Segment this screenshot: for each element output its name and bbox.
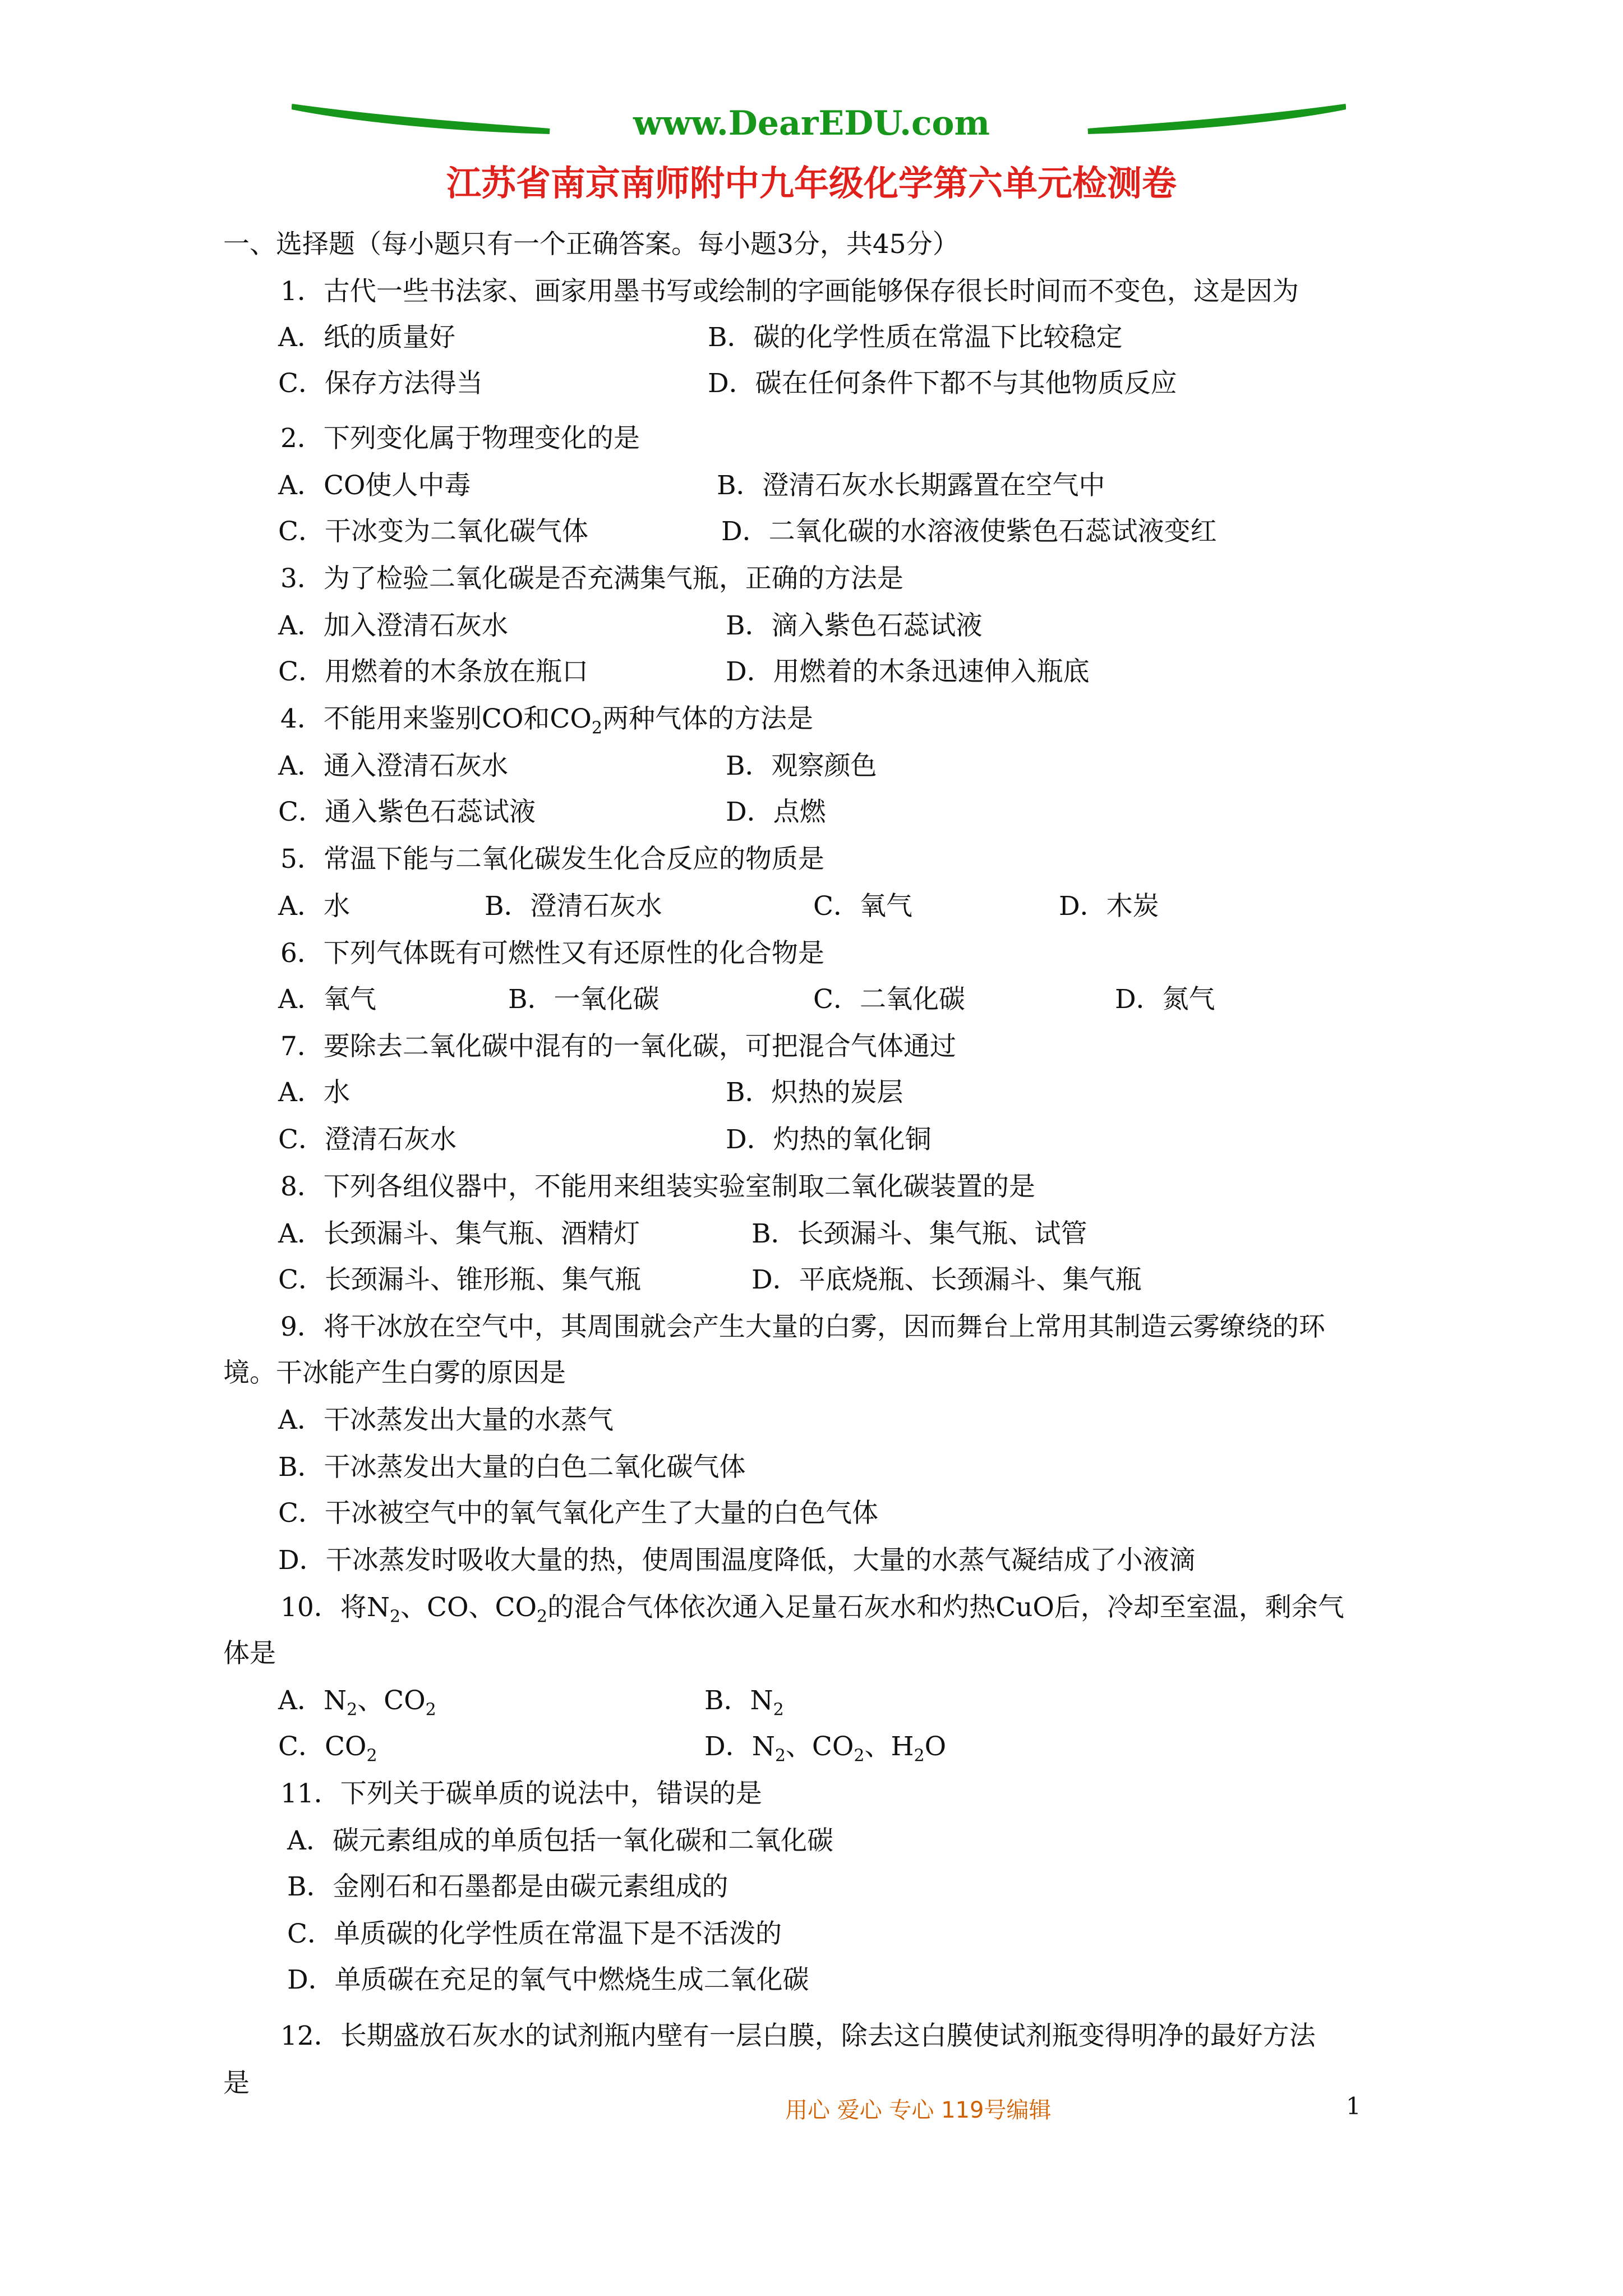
q6-option-a: A．氧气	[278, 984, 376, 1015]
q7-option-b: B．炽热的炭层	[726, 1077, 903, 1108]
q4-subscript: 2	[591, 718, 602, 738]
q10d-sep2: 、	[864, 1731, 891, 1762]
q6-option-c: C．二氧化碳	[813, 984, 965, 1015]
question-5: 5．常温下能与二氧化碳发生化合反应的物质是	[280, 844, 824, 875]
question-12-continued: 是	[223, 2068, 250, 2099]
q10b-label: B．	[704, 1685, 750, 1716]
q3-option-d: D．用燃着的木条迅速伸入瓶底	[726, 656, 1090, 687]
q10a-sep: 、	[357, 1685, 384, 1716]
q10d-co: CO	[811, 1731, 854, 1762]
q7-option-d: D．灼热的氧化铜	[726, 1124, 932, 1155]
q10a-n: N	[323, 1685, 347, 1716]
page-title: 江苏省南京南师附中九年级化学第六单元检测卷	[446, 163, 1177, 204]
q2-option-c: C．干冰变为二氧化碳气体	[278, 516, 588, 547]
q6-option-b: B．一氧化碳	[508, 984, 660, 1015]
question-10-continued: 体是	[223, 1638, 276, 1669]
q10c-co-sub: 2	[366, 1746, 377, 1766]
q9-option-c: C．干冰被空气中的氧气氧化产生了大量的白色气体	[278, 1498, 878, 1529]
question-7: 7．要除去二氧化碳中混有的一氧化碳，可把混合气体通过	[280, 1031, 956, 1062]
q10-option-a	[278, 1684, 436, 1727]
q10c-label: C．	[278, 1731, 325, 1762]
q10-lead: 10．将	[280, 1592, 367, 1623]
q10a-label: A．	[278, 1685, 324, 1716]
question-8: 8．下列各组仪器中，不能用来组装实验室制取二氧化碳装置的是	[280, 1171, 1035, 1202]
q4-text-start: 4．不能用来鉴别CO和	[280, 703, 550, 734]
q11-option-a: A．碳元素组成的单质包括一氧化碳和二氧化碳	[287, 1825, 833, 1856]
q2-option-a: A．CO使人中毒	[278, 470, 471, 501]
footer-text: 用心 爱心 专心 119号编辑	[785, 2097, 1052, 2123]
q5-option-c: C．氧气	[813, 891, 912, 922]
q1-option-d: D．碳在任何条件下都不与其他物质反应	[708, 368, 1177, 399]
question-11: 11．下列关于碳单质的说法中，错误的是	[280, 1778, 762, 1809]
q4-option-a: A．通入澄清石灰水	[278, 751, 508, 781]
q5-option-d: D．木炭	[1059, 891, 1159, 922]
q8-option-d: D．平底烧瓶、长颈漏斗、集气瓶	[751, 1264, 1142, 1295]
question-9: 9．将干冰放在空气中，其周围就会产生大量的白雾，因而舞台上常用其制造云雾缭绕的环	[280, 1312, 1325, 1342]
page-number: 1	[1346, 2092, 1361, 2120]
q10c-co: CO	[324, 1731, 367, 1762]
q1-option-c: C．保存方法得当	[278, 368, 483, 399]
q5-option-b: B．澄清石灰水	[485, 891, 662, 922]
q1-option-a: A．纸的质量好	[278, 322, 455, 353]
q10-option-b	[704, 1684, 784, 1727]
q10d-o: O	[924, 1731, 947, 1762]
q6-option-d: D．氮气	[1115, 984, 1215, 1015]
q3-option-c: C．用燃着的木条放在瓶口	[278, 656, 588, 687]
site-name: www.DearEDU.com	[633, 104, 990, 143]
q5-option-a: A．水	[278, 891, 350, 922]
q11-option-d: D．单质碳在充足的氧气中燃烧生成二氧化碳	[287, 1964, 809, 1995]
q11-option-b: B．金刚石和石墨都是由碳元素组成的	[287, 1871, 728, 1902]
q8-option-b: B．长颈漏斗、集气瓶、试管	[751, 1218, 1087, 1249]
q7-option-c: C．澄清石灰水	[278, 1124, 457, 1155]
q10-sep: 、CO、	[400, 1592, 495, 1623]
q10d-co-sub: 2	[854, 1746, 865, 1766]
q10a-co-sub: 2	[425, 1700, 436, 1720]
q2-option-b: B．澄清石灰水长期露置在空气中	[717, 470, 1105, 501]
q10d-h: H	[891, 1731, 914, 1762]
question-2: 2．下列变化属于物理变化的是	[280, 423, 640, 454]
q10-co2: CO	[495, 1592, 537, 1623]
q10b-n: N	[750, 1685, 773, 1716]
q10b-n-sub: 2	[773, 1700, 784, 1720]
q1-option-b: B．碳的化学性质在常温下比较稳定	[708, 322, 1123, 353]
q9-option-a: A．干冰蒸发出大量的水蒸气	[278, 1405, 614, 1435]
question-6: 6．下列气体既有可燃性又有还原性的化合物是	[280, 938, 824, 969]
q10d-sep1: 、	[785, 1731, 812, 1762]
q4-text-end: 两种气体的方法是	[602, 703, 813, 734]
q10-option-d	[704, 1730, 946, 1773]
q4-option-c: C．通入紫色石蕊试液	[278, 797, 536, 827]
q11-option-c: C．单质碳的化学性质在常温下是不活泼的	[287, 1918, 782, 1949]
q3-option-b: B．滴入紫色石蕊试液	[726, 610, 983, 641]
q10d-n-sub: 2	[774, 1746, 786, 1766]
question-9-continued: 境。干冰能产生白雾的原因是	[223, 1358, 566, 1388]
question-12: 12．长期盛放石灰水的试剂瓶内壁有一层白膜，除去这白膜使试剂瓶变得明净的最好方法	[280, 2021, 1316, 2051]
q10-rest: 的混合气体依次通入足量石灰水和灼热CuO后，冷却至室温，剩余气	[547, 1592, 1344, 1623]
question-1: 1．古代一些书法家、画家用墨书写或绘制的字画能够保存很长时间而不变色，这是因为	[280, 276, 1299, 307]
section-heading: 一、选择题（每小题只有一个正确答案。每小题3分，共45分）	[223, 229, 959, 260]
q10a-n-sub: 2	[347, 1700, 358, 1720]
q4-option-b: B．观察颜色	[726, 751, 877, 781]
q8-option-c: C．长颈漏斗、锥形瓶、集气瓶	[278, 1264, 641, 1295]
q8-option-a: A．长颈漏斗、集气瓶、酒精灯	[278, 1218, 640, 1249]
q7-option-a: A．水	[278, 1077, 350, 1108]
q10-option-c	[278, 1730, 377, 1773]
q10d-label: D．	[704, 1731, 752, 1762]
q10-co2-sub: 2	[537, 1607, 548, 1627]
question-3: 3．为了检验二氧化碳是否充满集气瓶，正确的方法是	[280, 563, 903, 594]
q10-n2: N	[366, 1592, 390, 1623]
q10-n2-sub: 2	[389, 1607, 401, 1627]
q2-option-d: D．二氧化碳的水溶液使紫色石蕊试液变红	[721, 516, 1217, 547]
q10a-co: CO	[384, 1685, 426, 1716]
q3-option-a: A．加入澄清石灰水	[278, 610, 508, 641]
q4-option-d: D．点燃	[726, 797, 826, 827]
question-4	[280, 702, 813, 745]
q10d-n: N	[751, 1731, 775, 1762]
q4-formula-co2: CO	[550, 703, 592, 734]
q9-option-b: B．干冰蒸发出大量的白色二氧化碳气体	[278, 1452, 746, 1483]
q9-option-d: D．干冰蒸发时吸收大量的热，使周围温度降低，大量的水蒸气凝结成了小液滴	[278, 1545, 1196, 1576]
question-10	[280, 1591, 1344, 1634]
q10d-h-sub: 2	[914, 1746, 925, 1766]
